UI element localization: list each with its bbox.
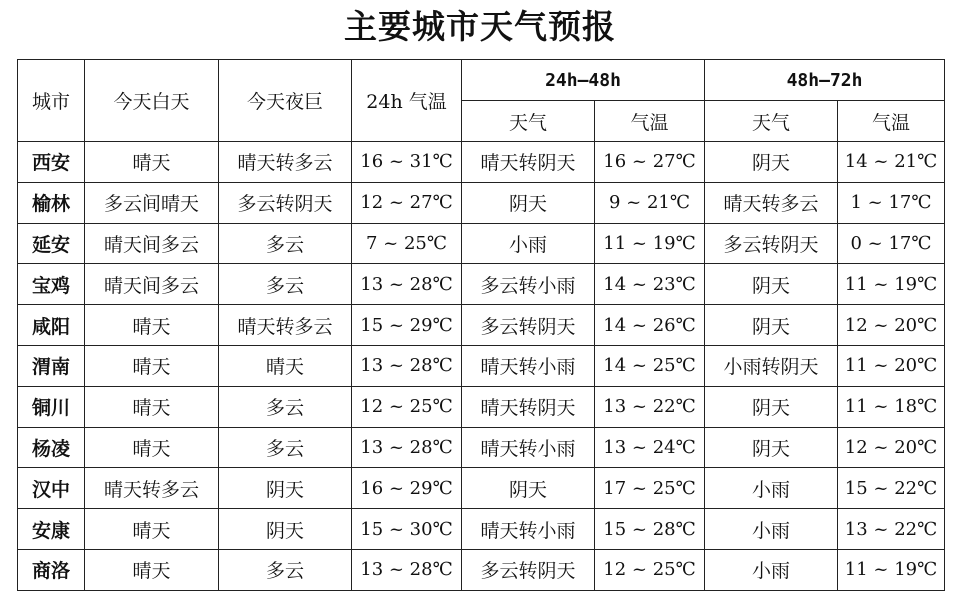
city-cell: 铜川 [18, 386, 85, 427]
temp-72h-cell: 13 ~ 22℃ [838, 509, 945, 550]
today-night-cell: 多云 [219, 549, 352, 590]
header-temp-48h: 气温 [595, 101, 705, 142]
temp-48h-cell: 13 ~ 22℃ [595, 386, 705, 427]
temp-72h-cell: 0 ~ 17℃ [838, 223, 945, 264]
weather-72h-cell: 阴天 [705, 305, 838, 346]
temp-24h-cell: 12 ~ 25℃ [352, 386, 462, 427]
weather-48h-cell: 晴天转小雨 [462, 345, 595, 386]
header-today-night: 今天夜巨 [219, 60, 352, 142]
header-today-day: 今天白天 [85, 60, 219, 142]
temp-48h-cell: 13 ~ 24℃ [595, 427, 705, 468]
city-cell: 汉中 [18, 468, 85, 509]
weather-72h-cell: 阴天 [705, 427, 838, 468]
table-row [18, 386, 945, 427]
today-night-cell: 多云 [219, 223, 352, 264]
temp-72h-cell: 11 ~ 20℃ [838, 345, 945, 386]
temp-24h-cell: 16 ~ 31℃ [352, 142, 462, 183]
temp-48h-cell: 14 ~ 26℃ [595, 305, 705, 346]
temp-72h-cell: 12 ~ 20℃ [838, 305, 945, 346]
weather-72h-cell: 小雨转阴天 [705, 345, 838, 386]
temp-24h-cell: 13 ~ 28℃ [352, 427, 462, 468]
temp-48h-cell: 14 ~ 25℃ [595, 345, 705, 386]
today-night-cell: 阴天 [219, 509, 352, 550]
weather-48h-cell: 晴天转小雨 [462, 509, 595, 550]
header-weather-48h: 天气 [462, 101, 595, 142]
today-night-cell: 多云 [219, 264, 352, 305]
weather-48h-cell: 晴天转阴天 [462, 386, 595, 427]
temp-24h-cell: 15 ~ 29℃ [352, 305, 462, 346]
today-day-cell: 晴天间多云 [85, 264, 219, 305]
today-night-cell: 晴天转多云 [219, 142, 352, 183]
table-row [18, 509, 945, 550]
city-cell: 宝鸡 [18, 264, 85, 305]
weather-48h-cell: 多云转小雨 [462, 264, 595, 305]
table-row [18, 468, 945, 509]
temp-24h-cell: 13 ~ 28℃ [352, 264, 462, 305]
temp-72h-cell: 1 ~ 17℃ [838, 182, 945, 223]
temp-72h-cell: 12 ~ 20℃ [838, 427, 945, 468]
city-cell: 延安 [18, 223, 85, 264]
weather-72h-cell: 阴天 [705, 386, 838, 427]
weather-48h-cell: 晴天转小雨 [462, 427, 595, 468]
table-row [18, 223, 945, 264]
temp-48h-cell: 12 ~ 25℃ [595, 549, 705, 590]
today-day-cell: 晴天 [85, 427, 219, 468]
table-row [18, 549, 945, 590]
today-night-cell: 多云转阴天 [219, 182, 352, 223]
today-day-cell: 晴天 [85, 345, 219, 386]
weather-72h-cell: 阴天 [705, 142, 838, 183]
table-row [18, 182, 945, 223]
temp-48h-cell: 16 ~ 27℃ [595, 142, 705, 183]
today-night-cell: 多云 [219, 427, 352, 468]
temp-24h-cell: 7 ~ 25℃ [352, 223, 462, 264]
today-day-cell: 晴天 [85, 549, 219, 590]
weather-72h-cell: 小雨 [705, 468, 838, 509]
city-cell: 商洛 [18, 549, 85, 590]
temp-72h-cell: 15 ~ 22℃ [838, 468, 945, 509]
table-row [18, 305, 945, 346]
temp-24h-cell: 12 ~ 27℃ [352, 182, 462, 223]
temp-72h-cell: 11 ~ 18℃ [838, 386, 945, 427]
temp-72h-cell: 14 ~ 21℃ [838, 142, 945, 183]
today-day-cell: 晴天 [85, 305, 219, 346]
header-temp-72h: 气温 [838, 101, 945, 142]
table-row [18, 427, 945, 468]
table-row [18, 264, 945, 305]
today-day-cell: 晴天转多云 [85, 468, 219, 509]
today-day-cell: 晴天 [85, 386, 219, 427]
temp-24h-cell: 16 ~ 29℃ [352, 468, 462, 509]
temp-48h-cell: 14 ~ 23℃ [595, 264, 705, 305]
weather-48h-cell: 多云转阴天 [462, 305, 595, 346]
header-temp-24h: 24h 气温 [352, 60, 462, 142]
weather-48h-cell: 阴天 [462, 182, 595, 223]
temp-72h-cell: 11 ~ 19℃ [838, 549, 945, 590]
city-cell: 安康 [18, 509, 85, 550]
weather-48h-cell: 小雨 [462, 223, 595, 264]
today-night-cell: 多云 [219, 386, 352, 427]
table-row [18, 345, 945, 386]
city-cell: 榆林 [18, 182, 85, 223]
header-city: 城市 [18, 60, 85, 142]
today-day-cell: 晴天 [85, 142, 219, 183]
header-group-24-48h: 24h—48h [462, 60, 705, 101]
weather-48h-cell: 晴天转阴天 [462, 142, 595, 183]
temp-24h-cell: 13 ~ 28℃ [352, 345, 462, 386]
page-title: 主要城市天气预报 [344, 7, 616, 46]
today-night-cell: 晴天 [219, 345, 352, 386]
today-day-cell: 多云间晴天 [85, 182, 219, 223]
weather-72h-cell: 阴天 [705, 264, 838, 305]
city-cell: 渭南 [18, 345, 85, 386]
weather-forecast-table [17, 59, 945, 591]
weather-72h-cell: 多云转阴天 [705, 223, 838, 264]
city-cell: 咸阳 [18, 305, 85, 346]
weather-72h-cell: 晴天转多云 [705, 182, 838, 223]
weather-48h-cell: 阴天 [462, 468, 595, 509]
temp-48h-cell: 11 ~ 19℃ [595, 223, 705, 264]
temp-48h-cell: 15 ~ 28℃ [595, 509, 705, 550]
today-day-cell: 晴天间多云 [85, 223, 219, 264]
weather-72h-cell: 小雨 [705, 549, 838, 590]
today-night-cell: 晴天转多云 [219, 305, 352, 346]
header-group-48-72h: 48h—72h [705, 60, 945, 101]
city-cell: 杨凌 [18, 427, 85, 468]
temp-24h-cell: 13 ~ 28℃ [352, 549, 462, 590]
temp-72h-cell: 11 ~ 19℃ [838, 264, 945, 305]
temp-48h-cell: 17 ~ 25℃ [595, 468, 705, 509]
table-row [18, 142, 945, 183]
header-weather-72h: 天气 [705, 101, 838, 142]
temp-48h-cell: 9 ~ 21℃ [595, 182, 705, 223]
weather-72h-cell: 小雨 [705, 509, 838, 550]
today-night-cell: 阴天 [219, 468, 352, 509]
today-day-cell: 晴天 [85, 509, 219, 550]
temp-24h-cell: 15 ~ 30℃ [352, 509, 462, 550]
city-cell: 西安 [18, 142, 85, 183]
table-body [18, 142, 945, 591]
weather-48h-cell: 多云转阴天 [462, 549, 595, 590]
